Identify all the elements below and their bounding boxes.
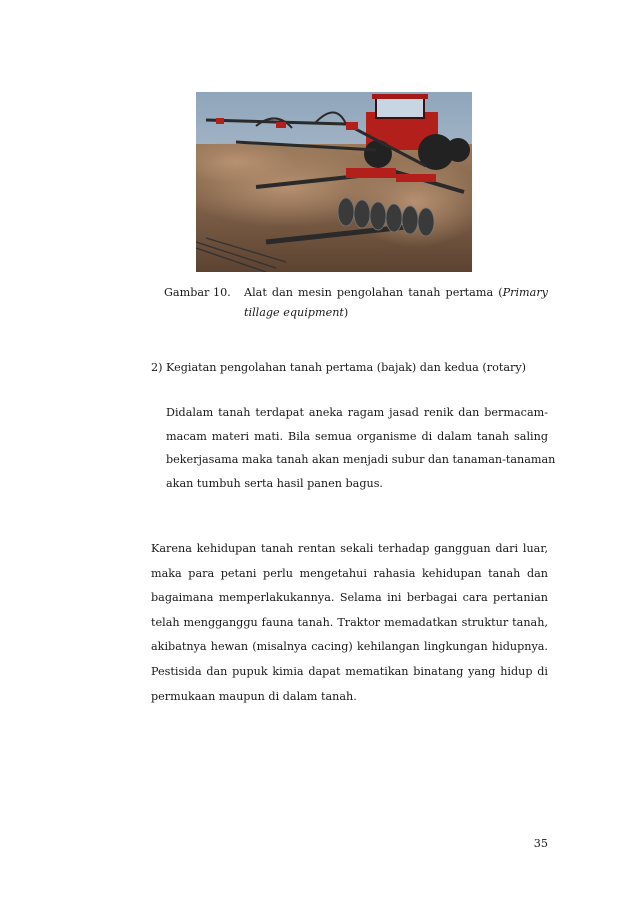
paragraph-line: maka para petani perlu mengetahui rahasia kehidupan tanah dan: [151, 566, 548, 580]
paragraph-2: [151, 537, 548, 709]
paragraph-line: macam materi mati. Bila semua organisme di dalam tanah saling: [166, 429, 548, 443]
paragraph-line: telah mengganggu fauna tanah. Traktor memadatkan struktur tanah,: [151, 615, 548, 629]
paragraph-line: permukaan maupun di dalam tanah.: [151, 689, 357, 703]
paragraph-line: bekerjasama maka tanah akan menjadi subur dan tanaman-tanaman: [166, 453, 556, 466]
primary-tillage-photo: [196, 92, 472, 272]
tillage-illustration: [196, 92, 472, 272]
figure-caption: [164, 283, 548, 323]
paragraph-1: [166, 401, 556, 495]
paragraph-line: akan tumbuh serta hasil panen bagus.: [166, 476, 383, 490]
figure-number: Gambar 10.: [164, 286, 231, 299]
paragraph-line: Pestisida dan pupuk kimia dapat mematikan binatang yang hidup di: [151, 664, 548, 678]
paragraph-line: Didalam tanah terdapat aneka ragam jasad renik dan bermacam-: [166, 406, 548, 419]
page-number: 35: [533, 837, 548, 850]
figure-caption-line2: tillage equipment): [244, 306, 349, 319]
section-heading: 2) Kegiatan pengolahan tanah pertama (bajak) dan kedua (rotary): [151, 361, 527, 374]
paragraph-line: akibatnya hewan (misalnya cacing) kehilangan lingkungan hidupnya.: [151, 640, 548, 654]
paragraph-line: Karena kehidupan tanah rentan sekali terhadap gangguan dari luar,: [151, 542, 548, 555]
paragraph-line: bagaimana memperlakukannya. Selama ini berbagai cara pertanian: [151, 591, 548, 605]
figure-caption-line1: Alat dan mesin pengolahan tanah pertama (Primary: [244, 286, 548, 299]
